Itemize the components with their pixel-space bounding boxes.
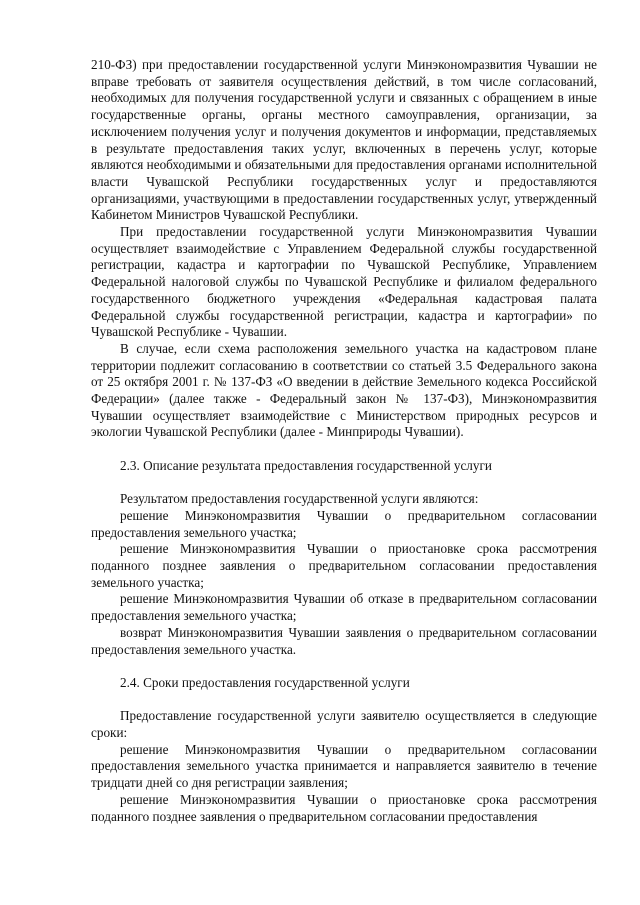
spacer bbox=[91, 658, 597, 675]
result-item: возврат Минэкономразвития Чувашии заявления о предварительном согласовании предоставления земельного участка. bbox=[91, 624, 597, 657]
section-heading-terms: 2.4. Сроки предоставления государственной услуги bbox=[120, 674, 410, 690]
paragraph-scheme-approval: В случае, если схема расположения земельного участка на кадастровом плане территории подлежит согласованию в соответствии со статьей 3.5 Федерального закона от 25 октября 2001 г. № 137-ФЗ «О введении в действие Земельного кодекса Российской Федерации» (далее также - Федеральный закон № 137-ФЗ), Минэкономразвития Чувашии осуществляет взаимодействие с Министерством природных ресурсов и экологии Чувашской Республики (далее - Минприроды Чувашии). bbox=[91, 340, 597, 440]
spacer bbox=[91, 441, 597, 458]
section-result-intro: Результатом предоставления государственной услуги являются: bbox=[120, 491, 479, 507]
paragraph-interaction-requirements: 210-ФЗ) при предоставлении государственной услуги Минэкономразвития Чувашии не вправе требовать от заявителя осуществления действий, в том числе согласований, необходимых для получения государственной услуги и связанных с обращением в иные государственные органы, органы местного самоуправления, организации, за исключением получения услуг и получения документов и информации, представляемых в результате предоставления таких услуг, включенных в перечень услуг, которые являются необходимыми и обязательными для предоставления органами исполнительной власти Чувашской Республики государственных услуг и предоставляются организациями, участвующими в предоставлении государственных услуг, утвержденный Кабинетом Министров Чувашской Республики. bbox=[91, 57, 597, 223]
spacer bbox=[91, 475, 597, 492]
terms-item: решение Минэкономразвития Чувашии о приостановке срока рассмотрения поданного позднее заявления о предварительном согласовании предоставления bbox=[91, 791, 597, 824]
result-item: решение Минэкономразвития Чувашии о приостановке срока рассмотрения поданного позднее заявления о предварительном согласовании предоставления земельного участка; bbox=[91, 541, 597, 590]
result-item: решение Минэкономразвития Чувашии об отказе в предварительном согласовании предоставления земельного участка; bbox=[91, 591, 597, 624]
spacer bbox=[91, 692, 597, 709]
document-page bbox=[91, 57, 597, 825]
section-terms-intro: Предоставление государственной услуги заявителю осуществляется в следующие сроки: bbox=[91, 708, 597, 741]
section-heading-result: 2.3. Описание результата предоставления государственной услуги bbox=[120, 457, 492, 473]
paragraph-interaction-agencies: При предоставлении государственной услуги Минэкономразвития Чувашии осуществляет взаимодействие с Управлением Федеральной службы государственной регистрации, кадастра и картографии по Чувашской Республике, Управлением Федеральной налоговой службы по Чувашской Республике и филиалом федерального государственного бюджетного учреждения «Федеральная кадастровая палата Федеральной службы государственной регистрации, кадастра и картографии» по Чувашской Республике - Чувашии. bbox=[91, 224, 597, 340]
result-item: решение Минэкономразвития Чувашии о предварительном согласовании предоставления земельного участка; bbox=[91, 507, 597, 540]
terms-item: решение Минэкономразвития Чувашии о предварительном согласовании предоставления земельного участка принимается и направляется заявителю в течение тридцати дней со дня регистрации заявления; bbox=[91, 741, 597, 791]
